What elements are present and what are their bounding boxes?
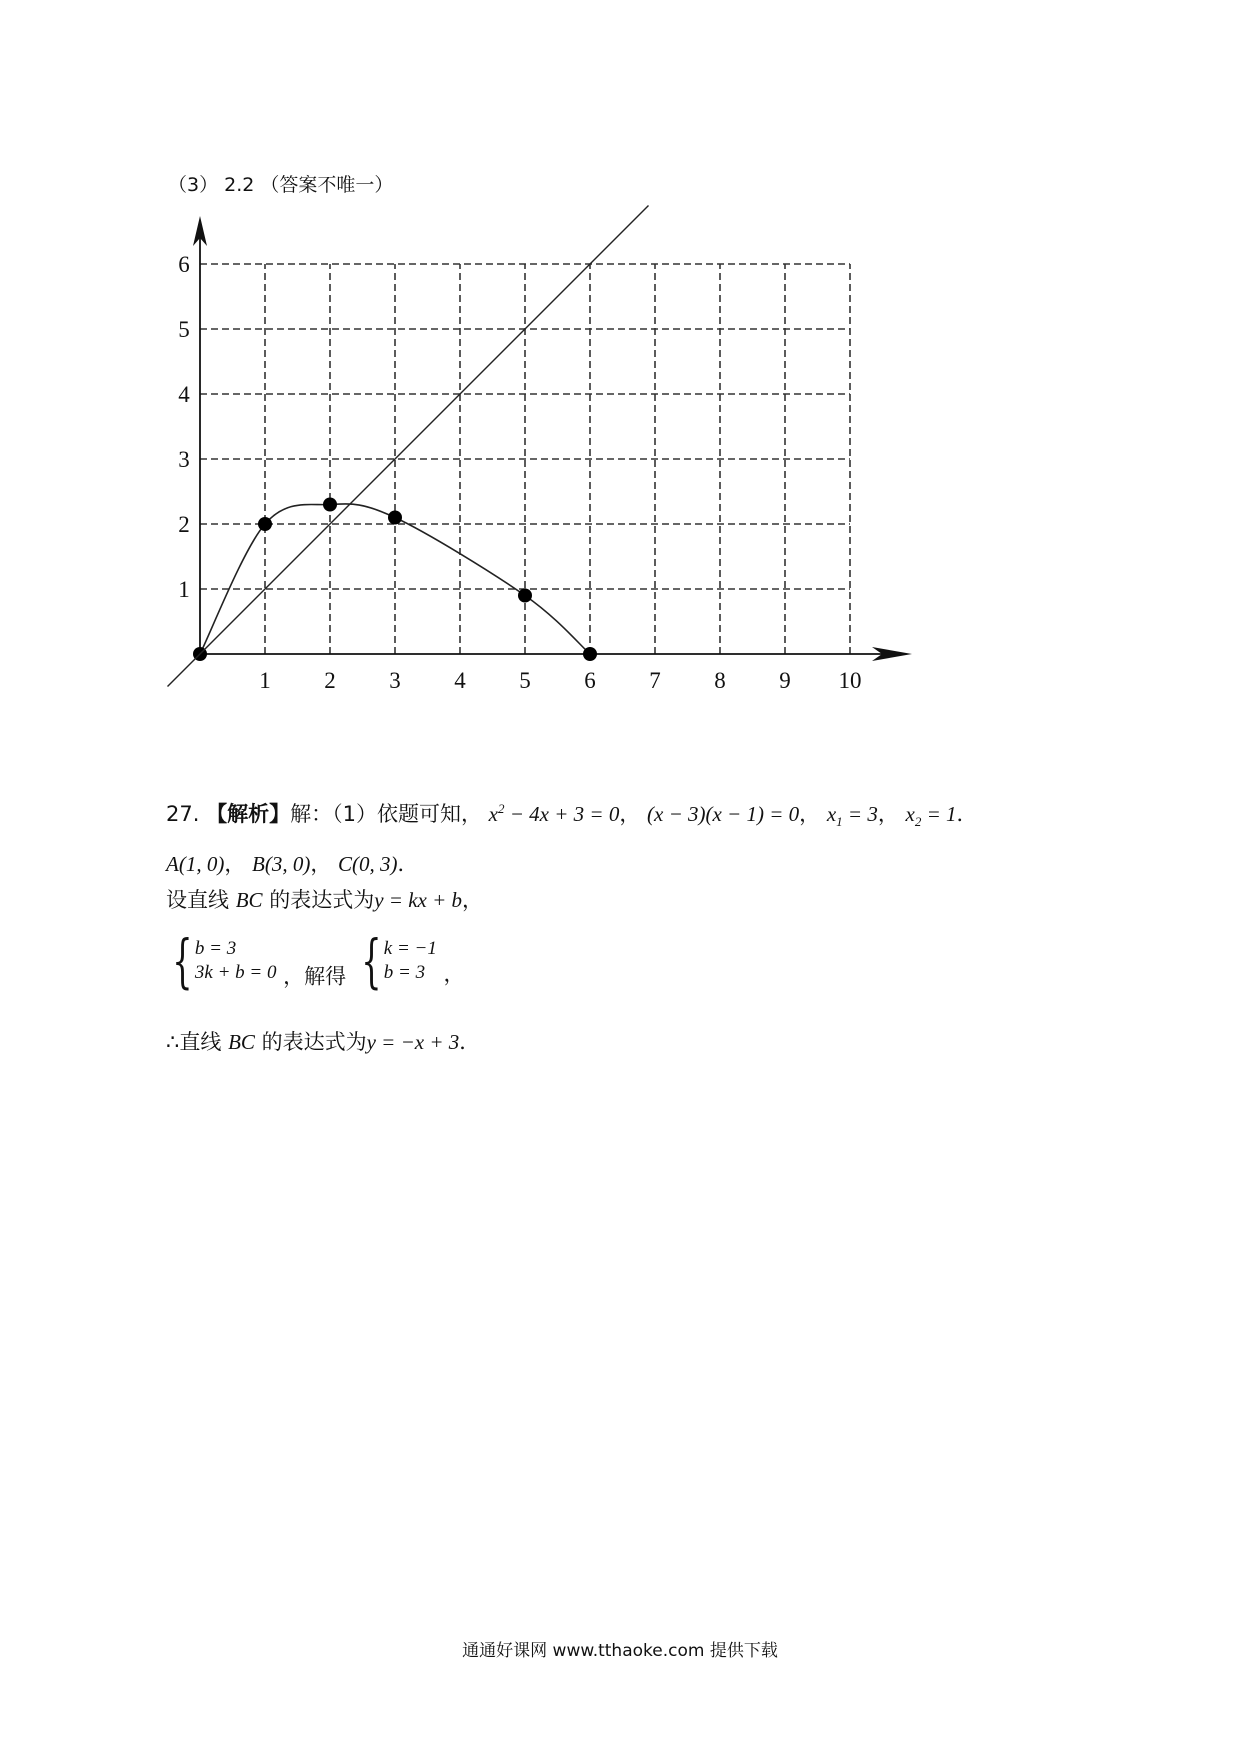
point-a: A(1, 0)	[166, 852, 225, 876]
q27-number: 27.	[166, 802, 200, 826]
setup-text2: 的表达式为	[269, 888, 375, 912]
brace-icon: {	[172, 927, 193, 995]
part3-label: （3）	[168, 174, 219, 196]
sep: ，	[619, 802, 641, 826]
q27-x2: $x_2 = 1$	[905, 802, 957, 830]
brace-icon: {	[361, 927, 382, 995]
q27-systems	[164, 927, 465, 995]
sys1-row1: b = 3	[194, 938, 237, 959]
q27-tag: 【解析】	[206, 802, 291, 826]
x-tick-label: 5	[519, 668, 531, 693]
comma: ，	[443, 962, 465, 986]
end: ．	[397, 852, 419, 876]
setup-eq: y = kx + b	[374, 888, 463, 912]
q27-line1	[166, 798, 978, 830]
part3-answer: 2.2	[224, 174, 255, 196]
final-eq: y = −x + 3	[366, 1030, 460, 1054]
x-tick-label: 10	[838, 668, 862, 693]
data-point	[323, 498, 337, 512]
y-tick-label: 3	[178, 447, 190, 472]
y-tick-label: 1	[178, 577, 190, 602]
x-tick-label: 8	[714, 668, 726, 693]
setup-bc: BC	[235, 888, 263, 912]
system-2	[353, 927, 437, 995]
page-footer: 通通好课网 www.tthaoke.com 提供下载	[462, 1641, 778, 1661]
q27-intro: 解：（1）依题可知，	[290, 802, 482, 826]
data-point	[258, 517, 272, 531]
system-1	[164, 927, 277, 995]
q27-x1: $x_1 = 3$	[826, 802, 878, 830]
point-b: B(3, 0)	[252, 852, 311, 876]
tick-labels	[178, 252, 861, 693]
x-tick-label: 1	[259, 668, 271, 693]
x-tick-label: 4	[454, 668, 466, 693]
data-point	[583, 647, 597, 661]
part3-note: （答案不唯一）	[260, 174, 394, 196]
sep: ，	[310, 852, 332, 876]
comma: ，	[462, 888, 484, 912]
line-y-equals-x	[168, 206, 649, 687]
axes	[193, 216, 912, 661]
y-tick-label: 4	[178, 382, 190, 407]
period: ．	[459, 1030, 481, 1054]
sep: ，	[799, 802, 821, 826]
therefore-text: ∴直线	[166, 1030, 222, 1054]
point-c: C(0, 3)	[338, 852, 398, 876]
data-point	[388, 511, 402, 525]
y-tick-label: 2	[178, 512, 190, 537]
sep: ，	[224, 852, 246, 876]
sys2-row1: k = −1	[383, 938, 437, 959]
sep: ，	[877, 802, 899, 826]
y-tick-label: 5	[178, 317, 190, 342]
end: ．	[956, 802, 978, 826]
x-tick-label: 2	[324, 668, 336, 693]
q27-conclusion	[166, 1026, 480, 1056]
x-tick-label: 7	[649, 668, 661, 693]
q27-points	[166, 848, 419, 878]
data-point	[518, 589, 532, 603]
y-tick-label: 6	[178, 252, 190, 277]
therefore-text2: 的表达式为	[261, 1030, 367, 1054]
solve-text: ，解得	[283, 964, 347, 989]
x-tick-label: 6	[584, 668, 596, 693]
q27-eq2: (x − 3)(x − 1) = 0	[647, 802, 800, 826]
q27-eq1: $x^2 - 4x + 3 = 0$	[488, 801, 620, 826]
therefore-bc: BC	[228, 1030, 255, 1054]
setup-text: 设直线	[166, 888, 229, 912]
data-series	[168, 206, 649, 687]
x-tick-label: 3	[389, 668, 401, 693]
function-graph	[0, 0, 1240, 720]
sys2-row2: b = 3	[383, 962, 426, 983]
x-tick-label: 9	[779, 668, 791, 693]
q27-setup	[166, 884, 483, 914]
sys1-row2: 3k + b = 0	[194, 962, 277, 983]
